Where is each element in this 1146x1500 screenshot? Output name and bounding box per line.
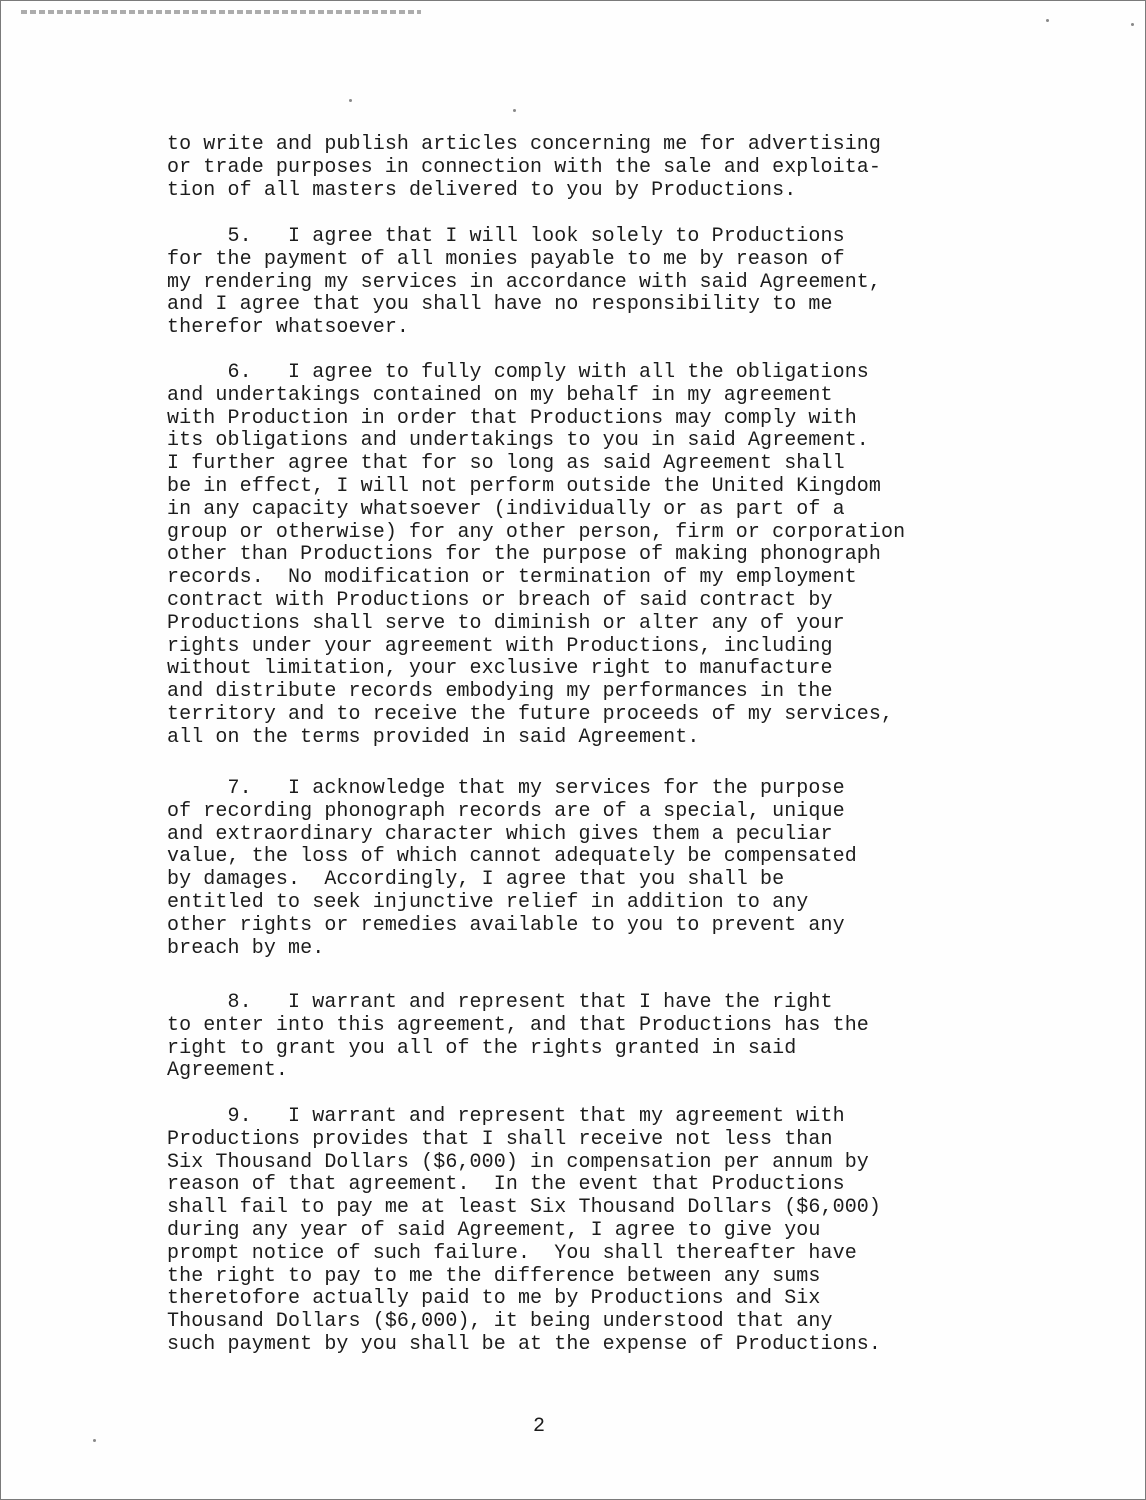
scan-speck — [513, 109, 516, 112]
paragraph-7: 7. I acknowledge that my services for the purpose of recording phonograph records are of a special, unique and extraordinary character which gives them a peculiar value, the loss of which cannot adequately be compensated by damages. Accordingly, I agree that you shall be entitled to seek injunctive relief in addition to any other rights or remedies available to you to prevent any breach by me. — [167, 777, 857, 960]
scan-speck — [349, 99, 352, 102]
scan-speck — [1131, 23, 1134, 26]
scan-speck — [1046, 19, 1049, 22]
paragraph-6: 6. I agree to fully comply with all the obligations and undertakings contained on my behalf in my agreement with Production in order that Productions may comply with its obligations and undertakings to you in said Agreement. I further agree that for so long as said Agreement shall be in effect, I will not perform outside the United Kingdom in any capacity whatsoever (individually or as part of a group or otherwise) for any other person, firm or corporation other than Productions for the purpose of making phonograph records. No modification or termination of my employment contract with Productions or breach of said contract by Productions shall serve to diminish or alter any of your rights under your agreement with Productions, including without limitation, your exclusive right to manufacture and distribute records embodying my performances in the territory and to receive the future proceeds of my services, all on the terms provided in said Agreement. — [167, 361, 906, 749]
scan-artifact-line — [21, 10, 421, 14]
page-number: 2 — [533, 1415, 546, 1438]
paragraph-5: 5. I agree that I will look solely to Productions for the payment of all monies payable to me by reason of my rendering my services in accordance with said Agreement, and I agree that you shall have no responsibility to me therefor whatsoever. — [167, 225, 882, 340]
paragraph-8: 8. I warrant and represent that I have the right to enter into this agreement, and that Productions has the right to grant you all of the rights granted in said Agreement. — [167, 991, 869, 1083]
scan-speck — [93, 1439, 96, 1442]
paragraph-continuation: to write and publish articles concerning me for advertising or trade purposes in connection with the sale and exploita- tion of all masters delivered to you by Productions. — [167, 133, 882, 202]
paragraph-9: 9. I warrant and represent that my agreement with Productions provides that I shall receive not less than Six Thousand Dollars ($6,000) in compensation per annum by reason of that agreement. In the event that Productions shall fail to pay me at least Six Thousand Dollars ($6,000) during any year of said Agreement, I agree to give you prompt notice of such failure. You shall thereafter have the right to pay to me the difference between any sums theretofore actually paid to me by Productions and Six Thousand Dollars ($6,000), it being understood that any such payment by you shall be at the expense of Productions. — [167, 1105, 882, 1356]
